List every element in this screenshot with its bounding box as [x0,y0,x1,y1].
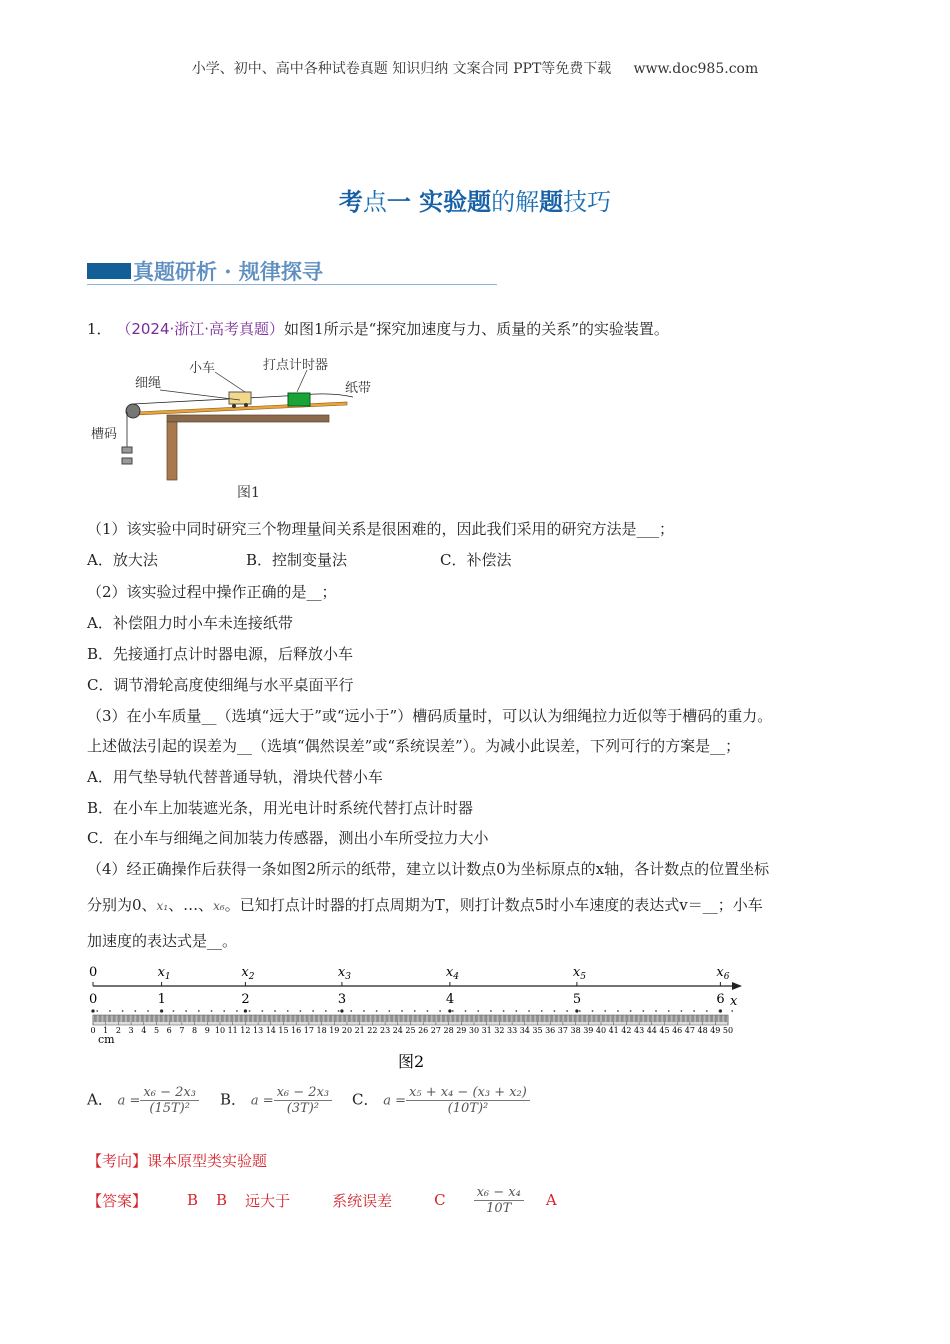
point-label-top: $x_3$ [337,965,351,982]
ruler-label: 31 [481,1026,492,1035]
q4-a: 分别为0、 [87,896,157,914]
q-source: （2024·浙江·高考真题） [116,320,285,338]
dot [490,1010,492,1012]
table-leg [167,422,177,480]
dot [147,1010,149,1012]
weight-1 [122,447,132,453]
ruler-label: 28 [443,1026,454,1035]
dot [109,1010,111,1012]
answer-item: 远大于 [245,1191,291,1210]
q4-c: 。已知打点计时器的打点周期为T，则打计数点5时小车速度的表达式v＝__；小车 [224,896,763,914]
dot [452,1010,454,1012]
answer-item: B [187,1191,199,1209]
t3: 一 实验题 [386,188,492,216]
ruler-label: 48 [697,1026,708,1035]
car [229,392,251,404]
point-label-bottom: 0 [89,992,98,1007]
ruler-label: 11 [227,1026,238,1035]
figure-1-apparatus [85,352,385,502]
dot [236,1010,238,1012]
ruler-label: 4 [141,1026,147,1035]
ruler-label: 24 [392,1026,403,1035]
ruler-label: 38 [570,1026,581,1035]
ruler-label: 10 [214,1026,226,1035]
ruler-label: 43 [634,1026,645,1035]
dot [541,1010,543,1012]
q1-option-b: B．控制变量法 [246,551,348,569]
answer-item: 系统误差 [332,1191,393,1210]
ruler-label: 29 [456,1026,467,1035]
t2: 点 [362,188,387,216]
dot [515,1010,517,1012]
ruler-label: 25 [405,1026,416,1035]
q3-option-a: A．用气垫导轨代替普通导轨，滑块代替小车 [87,768,383,786]
dot [414,1010,416,1012]
banner-block [87,263,131,279]
q2-option-a: A．补偿阻力时小车未连接纸带 [87,614,293,632]
fig2-caption: 图2 [398,1052,425,1071]
t6: 技巧 [563,188,612,216]
ruler-label: 23 [380,1026,391,1035]
ruler-label: 22 [367,1026,378,1035]
ruler-label: 39 [583,1026,594,1035]
dot [185,1010,187,1012]
dot [655,1010,657,1012]
pulley [126,404,140,418]
ruler-label: 3 [128,1026,134,1035]
formula-option-b [220,1085,332,1116]
point-label-bottom: 2 [241,992,250,1007]
ruler-label: 14 [265,1026,276,1035]
point-label-top: $x_6$ [716,965,730,982]
ruler-label: 45 [659,1026,670,1035]
dot [261,1010,263,1012]
dot [211,1010,213,1012]
dot [503,1010,505,1012]
ruler-label: 27 [430,1026,441,1035]
dot [465,1010,467,1012]
label-timer: 打点计时器 [263,358,329,373]
weight-2 [122,458,132,464]
page-title [0,182,950,217]
header-url[interactable]: www.doc985.com [633,61,759,77]
formula-label: C． [352,1090,379,1109]
q3-option-b: B．在小车上加装遮光条，用光电计时系统代替打点计时器 [87,799,474,817]
dot [642,1010,644,1012]
ruler-label: 34 [519,1026,530,1035]
ruler-label: 37 [557,1026,568,1035]
label-car: 小车 [189,361,216,376]
formula-label: A． [87,1090,113,1109]
q4-b: 、…、 [168,896,214,914]
axis-arrow [732,982,742,990]
dot [731,1010,733,1012]
dot [363,1010,365,1012]
q4-text-3: 加速度的表达式是__。 [87,932,238,950]
section-banner [87,258,497,285]
count-dot [91,1009,94,1012]
kaoxiang: 【考向】课本原型类实验题 [87,1152,268,1170]
ruler-label: 33 [507,1026,518,1035]
formula-fraction: $\frac{\text{x₆ − 2x₃}}{\text{(15T)²}}$ [140,1085,199,1116]
ruler-label: 26 [418,1026,429,1035]
point-label-bottom: 5 [572,992,582,1007]
answer-item: B [216,1191,228,1209]
dot [350,1010,352,1012]
ruler-label: 50 [722,1026,734,1035]
ruler-label: 19 [329,1026,340,1035]
dot [681,1010,683,1012]
count-dot [244,1009,247,1012]
ruler-label: 36 [545,1026,556,1035]
dot [604,1010,606,1012]
axis-var: x [730,994,738,1009]
answer-item-last: A [545,1191,557,1209]
label-tape: 纸带 [345,381,372,396]
dot [719,1010,721,1012]
dot [477,1010,479,1012]
ruler-label: 17 [303,1026,314,1035]
dot [249,1010,251,1012]
point-label-top: $x_1$ [157,965,171,982]
ruler-label: 13 [253,1026,264,1035]
label-rope: 细绳 [135,376,162,391]
ruler-unit: cm [98,1033,115,1046]
dot [388,1010,390,1012]
dot [554,1010,556,1012]
ruler-label: 35 [532,1026,543,1035]
formula-lhs: a = [117,1093,141,1109]
q2-option-c: C．调节滑轮高度使细绳与水平桌面平行 [87,676,354,694]
ruler-label: 12 [240,1026,251,1035]
ruler-label: 46 [672,1026,683,1035]
q4-text-2: 分别为0、x₁、…、x₆。已知打点计时器的打点周期为T，则打计数点5时小车速度的表达式v＝__；小车 [87,896,763,914]
question-stem [87,318,669,339]
point-label-bottom: 1 [157,992,166,1007]
ruler-label: 47 [684,1026,695,1035]
dot [325,1010,327,1012]
ruler-label: 0 [90,1026,96,1035]
q4-text: （4）经正确操作后获得一条如图2所示的纸带，建立以计数点0为坐标原点的x轴，各计数点的位置坐标 [87,860,770,878]
dot [706,1010,708,1012]
count-dot [340,1009,343,1012]
page-header [0,58,950,78]
ruler-label: 6 [166,1026,172,1035]
dot [300,1010,302,1012]
q-stem: 如图1所示是“探究加速度与力、质量的关系”的实验装置。 [284,320,669,338]
ruler-label: 9 [204,1026,210,1035]
count-dot [448,1009,451,1012]
dot [528,1010,530,1012]
formula-fraction: $\frac{\text{x₅ + x₄ − (x₃ + x₂)}}{\text{(10T)²}}$ [406,1085,530,1116]
header-text: 小学、初中、高中各种试卷真题 知识归纳 文案合同 PPT等免费下载 [191,61,612,77]
ruler-label: 8 [192,1026,198,1035]
ruler-label: 41 [608,1026,619,1035]
dot [376,1010,378,1012]
dot [223,1010,225,1012]
q1-text: （1）该实验中同时研究三个物理量间关系是很困难的，因此我们采用的研究方法是___； [87,520,675,538]
dot [427,1010,429,1012]
ruler-label: 5 [153,1026,160,1035]
point-label-bottom: 6 [716,992,725,1007]
ruler-label: 20 [341,1026,353,1035]
ruler-label: 2 [115,1026,121,1035]
dot [439,1010,441,1012]
point-label-top: $x_2$ [241,965,255,982]
q1-option-a: A．放大法 [87,551,158,569]
point-label-bottom: 3 [337,992,347,1007]
formula-lhs: a = [250,1093,274,1109]
dot [401,1010,403,1012]
ruler-label: 7 [179,1026,185,1035]
ruler-label: 21 [354,1026,365,1035]
answer-row [87,1180,557,1220]
q-number: 1． [87,320,112,338]
ruler-label: 16 [291,1026,302,1035]
label-weight: 槽码 [91,427,118,442]
ruler-label: 30 [468,1026,480,1035]
dot [173,1010,175,1012]
t4: 的解 [491,188,540,216]
formula-option-c [352,1085,530,1116]
dot [693,1010,695,1012]
ruler-label: 42 [621,1026,632,1035]
table-top [167,415,329,422]
count-dot [575,1009,578,1012]
formula-label: B． [220,1090,247,1109]
point-label-top: 0 [89,965,98,980]
dot [287,1010,289,1012]
ruler-label: 40 [595,1026,607,1035]
t5: 题 [539,188,564,216]
answer-fraction: $\frac{\text{x₆ − x₄}}{10T}$ [474,1185,524,1216]
point-label-top: $x_4$ [445,965,459,982]
fig1-caption: 图1 [237,485,260,501]
dot [160,1010,162,1012]
t1: 考 [338,188,363,216]
dot [134,1010,136,1012]
q3-option-c: C．在小车与细绳之间加装力传感器，测出小车所受拉力大小 [87,829,489,847]
dot [122,1010,124,1012]
dot [592,1010,594,1012]
dot [668,1010,670,1012]
timer [288,393,310,406]
formula-option-a [87,1085,199,1116]
dot [312,1010,314,1012]
answer-label: 【答案】 [87,1191,148,1210]
formula-lhs: a = [383,1093,407,1109]
answer-item: C [434,1191,446,1209]
point-label-bottom: 4 [445,992,455,1007]
dot [274,1010,276,1012]
dot [630,1010,632,1012]
point-label-top: $x_5$ [572,965,586,982]
q2-text: （2）该实验过程中操作正确的是__； [87,583,337,601]
ruler-label: 1 [103,1026,109,1035]
q2-option-b: B．先接通打点计时器电源，后释放小车 [87,645,354,663]
dot [566,1010,568,1012]
section-label: 真题研析 · 规律探寻 [133,259,323,284]
dot [617,1010,619,1012]
ruler-label: 18 [316,1026,327,1035]
rope [133,395,303,404]
ruler-label: 44 [646,1026,657,1035]
formula-fraction: $\frac{\text{x₆ − 2x₃}}{\text{(3T)²}}$ [274,1085,333,1116]
figure-2-tape [80,960,760,1075]
q1-option-c: C．补偿法 [440,551,512,569]
q3-text-2: 上述做法引起的误差为__（选填“偶然误差”或“系统误差”）。为减小此误差，下列可行的方案是__； [87,737,741,755]
q3-text: （3）在小车质量__（选填“远大于”或“远小于”）槽码质量时，可以认为细绳拉力近似等于槽码的重力。 [87,707,773,725]
ruler-label: 32 [494,1026,505,1035]
dot [198,1010,200,1012]
ruler-label: 49 [710,1026,721,1035]
dot [338,1010,340,1012]
ruler-label: 15 [278,1026,289,1035]
dot [96,1010,98,1012]
dot [579,1010,581,1012]
